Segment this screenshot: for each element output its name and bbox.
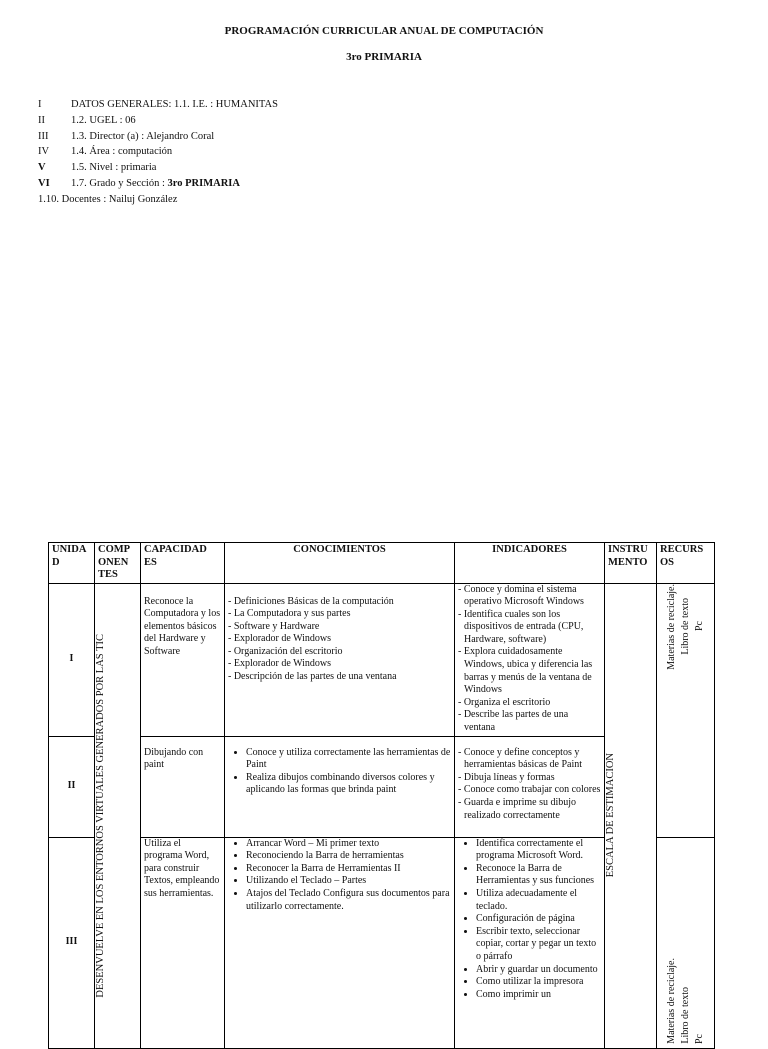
item-number: III xyxy=(38,130,49,142)
list-item: - Dibuja líneas y formas xyxy=(458,771,555,783)
recurso-item: Pc xyxy=(693,1033,705,1044)
header-indicadores: INDICADORES xyxy=(455,543,605,584)
recursos-list xyxy=(657,838,714,1048)
list-item: - Explora cuidadosamente Windows, ubica y diferencia las barras y menús de la ventana de Windows xyxy=(458,646,593,696)
general-data-list xyxy=(38,97,278,208)
list-item: - Guarda e imprime su dibujo realizado correctamente xyxy=(458,797,577,821)
header-capacidades: CAPACIDAD ES xyxy=(141,543,225,584)
capacidad-cell: Dibujando con paint xyxy=(141,736,225,837)
item-number: V xyxy=(38,162,46,174)
list-item: • Reconoce la Barra de Herramientas y sus funciones xyxy=(476,863,601,888)
list-item: - Conoce y define conceptos y herramientas básicas de Paint xyxy=(458,746,583,771)
item-bold-value: 3ro PRIMARIA xyxy=(167,177,240,189)
list-item: - La Computadora y sus partes xyxy=(228,608,351,620)
general-data-item xyxy=(38,144,278,160)
indicadores-cell xyxy=(455,583,605,736)
item-number: I xyxy=(38,99,42,110)
list-item: - Conoce y domina el sistema operativo Microsoft Windows xyxy=(458,583,584,608)
instrumento-cell xyxy=(605,583,657,1048)
general-data-item xyxy=(38,192,278,208)
list-item: • Identifica correctamente el programa Microsoft Word. xyxy=(476,838,601,863)
header-componentes: COMP ONEN TES xyxy=(95,543,141,584)
unit-number: II xyxy=(49,736,95,837)
list-item: • Escribir texto, seleccionar copiar, cortar y pegar un texto o párrafo xyxy=(476,926,601,964)
list-item: • Conoce y utiliza correctamente las herramientas de Paint xyxy=(246,747,451,772)
recurso-item: Materias de reciclaje. xyxy=(665,957,677,1044)
conocimientos-cell xyxy=(225,583,455,736)
indicadores-cell xyxy=(455,837,605,1048)
instrumento-text: ESCALA DE ESTIMACION xyxy=(605,753,616,878)
document-subtitle: 3ro PRIMARIA xyxy=(346,51,422,63)
list-item: • Utilizando el Teclado – Partes xyxy=(246,875,451,888)
item-text: 1.4. Área : computación xyxy=(71,146,173,158)
list-item: - Explorador de Windows xyxy=(228,658,332,670)
list-item: • Atajos del Teclado Configura sus documentos para utilizarlo correctamente. xyxy=(246,888,451,913)
item-text: 1.10. Docentes : Nailuj González xyxy=(38,193,178,205)
conocimientos-cell xyxy=(225,837,455,1048)
recurso-item: Libro de texto xyxy=(679,986,691,1044)
recursos-cell xyxy=(657,837,715,1048)
list-item: - Conoce como trabajar con colores xyxy=(458,784,601,796)
list-item: - Definiciones Básicas de la computación xyxy=(228,595,394,607)
general-data-item xyxy=(38,160,278,176)
list-item: - Identifica cuales son los dispositivos de entrada (CPU, Hardware, software) xyxy=(458,608,584,645)
recursos-list xyxy=(657,584,714,670)
item-text: 1.2. UGEL : 06 xyxy=(71,114,136,126)
recurso-item: Libro de texto xyxy=(679,598,691,655)
general-data-item xyxy=(38,129,278,145)
componente-cell xyxy=(95,583,141,1048)
list-item: • Como imprimir un xyxy=(476,989,601,1002)
list-item: • Reconociendo la Barra de herramientas xyxy=(246,850,451,863)
header-recursos: RECURS OS xyxy=(657,543,715,584)
conocimientos-cell xyxy=(225,736,455,837)
list-item: - Organiza el escritorio xyxy=(458,696,551,708)
recurso-item: Pc xyxy=(693,621,705,632)
unit-number: I xyxy=(49,583,95,736)
header-unidad: UNIDA D xyxy=(49,543,95,584)
item-text: DATOS GENERALES: 1.1. I.E. : HUMANITAS xyxy=(71,99,278,110)
unit-number: III xyxy=(49,837,95,1048)
list-item: • Utiliza adecuadamente el teclado. xyxy=(476,888,601,913)
item-number: VI xyxy=(38,177,50,189)
general-data-item xyxy=(38,113,278,129)
list-item: - Software y Hardware xyxy=(228,620,320,632)
componente-text: DESENVUELVE EN LOS ENTORNOS VIRTUALES GENERADOS POR LAS TIC xyxy=(95,633,106,998)
general-data-item xyxy=(38,176,278,192)
item-number: II xyxy=(38,114,45,126)
capacidad-cell: Utiliza el programa Word, para construir Textos, empleando sus herramientas. xyxy=(141,837,225,1048)
general-data-item xyxy=(38,97,278,113)
table-header-row xyxy=(49,543,715,584)
document-title: PROGRAMACIÓN CURRICULAR ANUAL DE COMPUTACIÓN xyxy=(224,25,544,37)
capacidad-cell: Reconoce la Computadora y los elementos básicos del Hardware y Software xyxy=(141,583,225,736)
header-conocimientos: CONOCIMIENTOS xyxy=(225,543,455,584)
list-item: • Realiza dibujos combinando diversos colores y aplicando las formas que brinda paint xyxy=(246,772,451,797)
indicadores-cell xyxy=(455,736,605,837)
list-item: • Abrir y guardar un documento xyxy=(476,964,601,977)
curriculum-table xyxy=(48,542,715,1049)
header-instrumento: INSTRU MENTO xyxy=(605,543,657,584)
item-text: 1.3. Director (a) : Alejandro Coral xyxy=(71,130,215,142)
item-number: IV xyxy=(38,146,50,158)
list-item: - Describe las partes de una ventana xyxy=(458,709,569,734)
list-item: • Configuración de página xyxy=(476,913,601,926)
list-item: • Reconocer la Barra de Herramientas II xyxy=(246,863,451,876)
table-row xyxy=(49,583,715,736)
list-item: - Organización del escritorio xyxy=(228,645,343,657)
list-item: - Explorador de Windows xyxy=(228,633,332,645)
item-text: 1.5. Nivel : primaria xyxy=(71,162,157,174)
item-text: 1.7. Grado y Sección : xyxy=(71,177,168,189)
recursos-cell xyxy=(657,583,715,837)
recurso-item: Materias de reciclaje. xyxy=(665,583,677,670)
list-item: • Como utilizar la impresora xyxy=(476,976,601,989)
list-item: - Descripción de las partes de una ventana xyxy=(228,671,397,683)
list-item: • Arrancar Word – Mi primer texto xyxy=(246,838,451,851)
